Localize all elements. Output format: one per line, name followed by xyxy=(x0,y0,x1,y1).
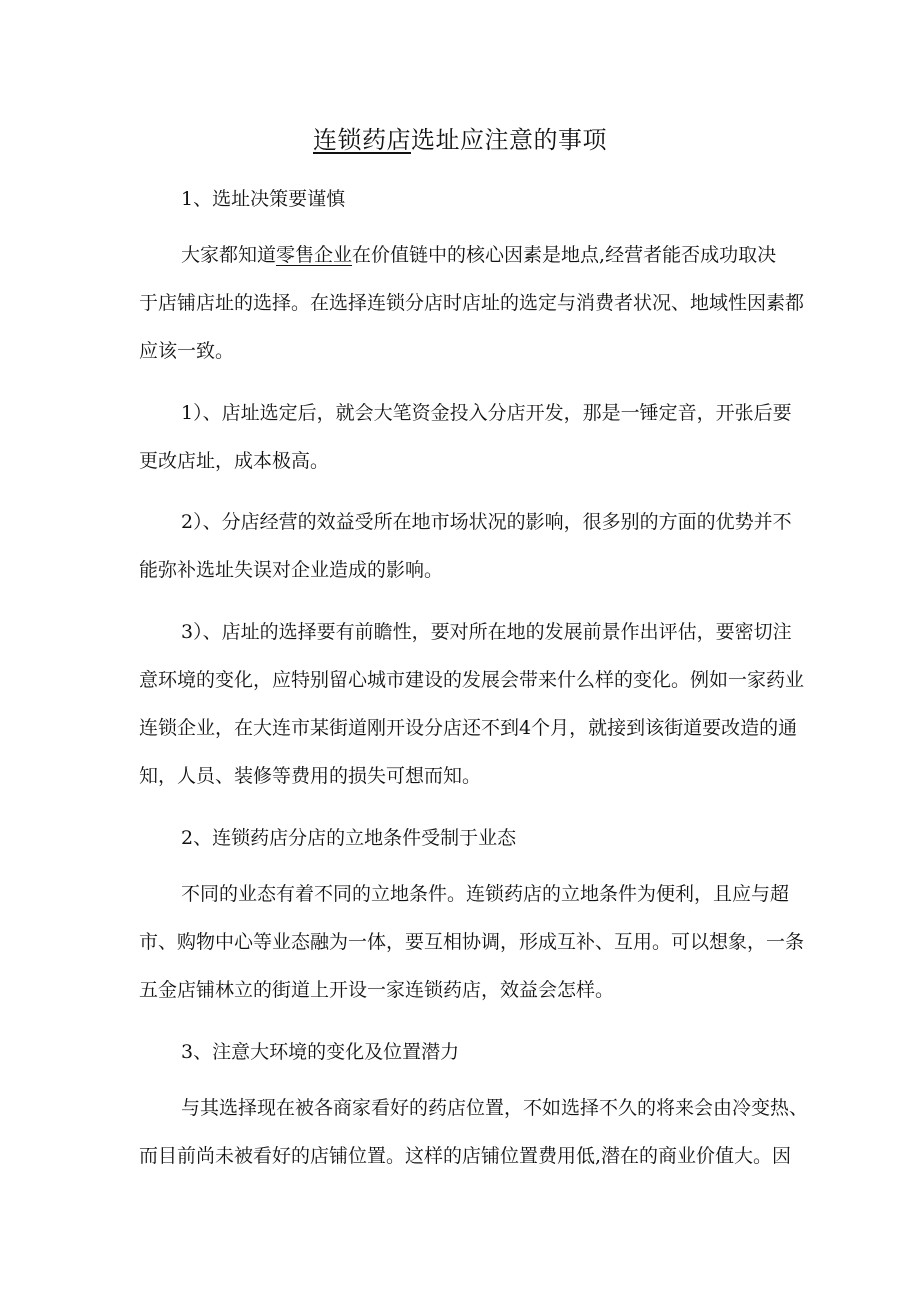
paragraph-line: 于店铺店址的选择。在选择连锁分店时店址的选定与消费者状况、地域性因素都 xyxy=(139,292,805,314)
paragraph-line: 能弥补选址失误对企业造成的影响。 xyxy=(139,559,444,581)
paragraph-line: 应该一致。 xyxy=(139,340,235,362)
paragraph-line: 市、购物中心等业态融为一体，要互相协调，形成互补、互用。可以想象，一条 xyxy=(139,931,805,953)
paragraph-line: 意环境的变化，应特别留心城市建设的发展会带来什么样的变化。例如一家药业 xyxy=(139,669,805,691)
title-underlined-text: 连锁药店 xyxy=(313,126,411,154)
page-title xyxy=(0,120,920,155)
text-run: 在价值链中的核心因素是地点,经营者能否成功取决 xyxy=(352,244,777,266)
paragraph-line: 与其选择现在被各商家看好的药店位置，不如选择不久的将来会由冷变热、 xyxy=(181,1097,809,1119)
paragraph-line: 3）、店址的选择要有前瞻性，要对所在地的发展前景作出评估，要密切注 xyxy=(181,621,792,643)
paragraph-line: 连锁企业，在大连市某街道刚开设分店还不到4个月，就接到该街道要改造的通 xyxy=(139,717,798,739)
text-run: 大家都知道 xyxy=(181,244,277,266)
paragraph-line xyxy=(181,242,826,268)
title-text: 选址应注意的事项 xyxy=(411,126,607,154)
paragraph-line: 五金店铺林立的街道上开设一家连锁药店，效益会怎样。 xyxy=(139,979,615,1001)
paragraph-line: 不同的业态有着不同的立地条件。连锁药店的立地条件为便利，且应与超 xyxy=(181,883,790,905)
section-heading-2: 2、连锁药店分店的立地条件受制于业态 xyxy=(181,827,517,849)
paragraph-line: 1）、店址选定后，就会大笔资金投入分店开发，那是一锤定音，开张后要 xyxy=(181,402,792,424)
paragraph-line: 2）、分店经营的效益受所在地市场状况的影响，很多别的方面的优势并不 xyxy=(181,511,792,533)
section-heading-3: 3、注意大环境的变化及位置潜力 xyxy=(181,1041,460,1063)
paragraph-line: 知，人员、装修等费用的损失可想而知。 xyxy=(139,765,482,787)
linked-term: 零售企业 xyxy=(276,244,353,266)
paragraph-line: 更改店址，成本极高。 xyxy=(139,450,330,472)
paragraph-line: 而目前尚未被看好的店铺位置。这样的店铺位置费用低,潜在的商业价值大。因 xyxy=(139,1145,792,1167)
section-heading-1: 1、选址决策要谨慎 xyxy=(181,188,346,210)
